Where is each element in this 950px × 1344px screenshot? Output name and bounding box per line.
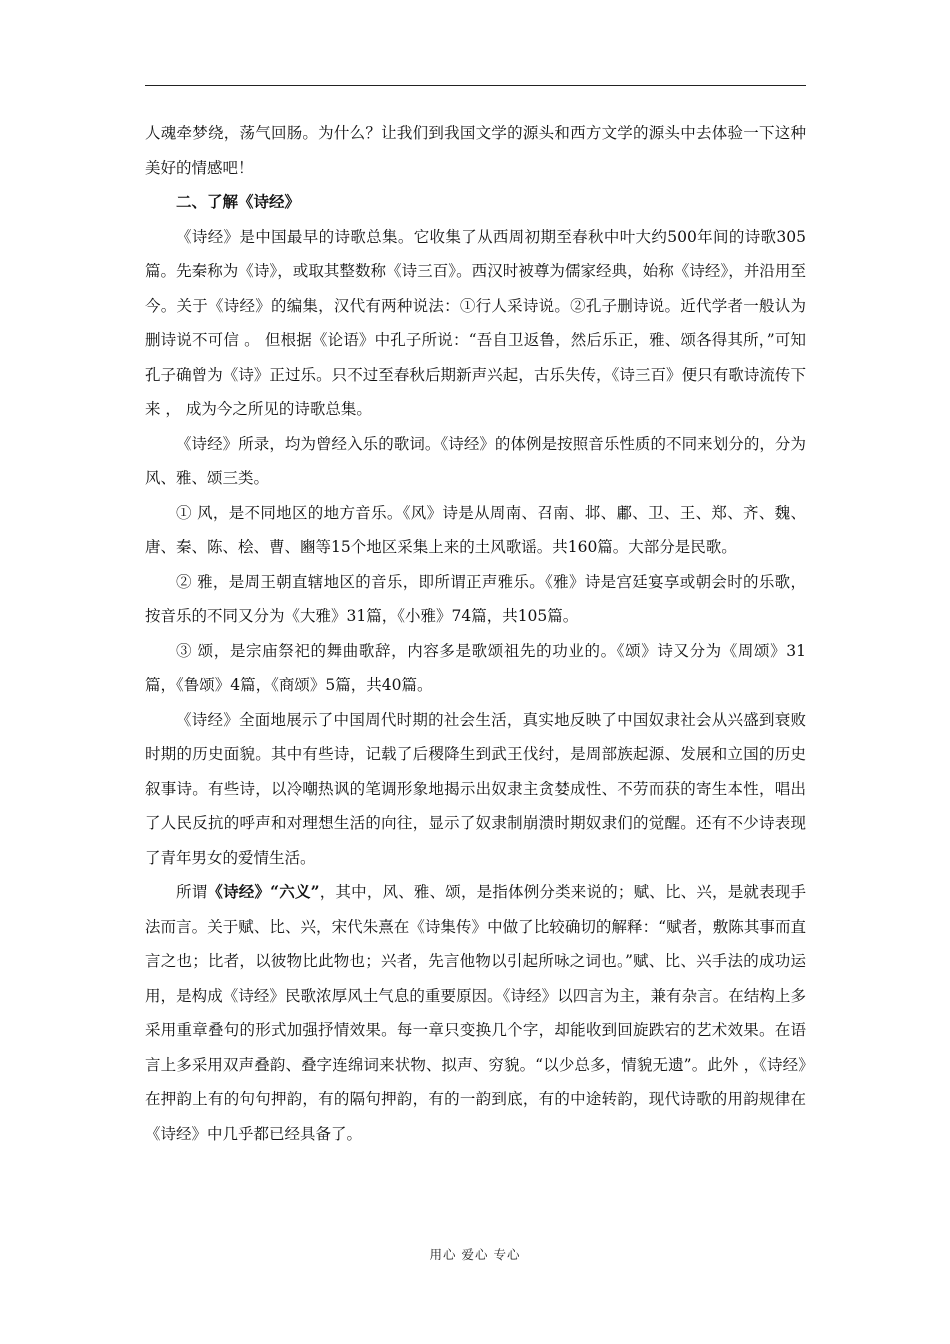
paragraph-content: 《诗经》全面地展示了中国周代时期的社会生活，真实地反映了中国奴隶社会从兴盛到衰败时期的历史面貌。其中有些诗，记载了后稷降生到武王伐纣，是周部族起源、发展和立国的历史叙事诗。有些诗，以冷嘲热讽的笔调形象地揭示出奴隶主贪婪成性、不劳而获的寄生本性，唱出了人民反抗的呼声和对理想生活的向往，显示了奴隶制崩溃时期奴隶们的觉醒。还有不少诗表现了青年男女的爱情生活。 [145,710,806,867]
section-heading: 二、了解《诗经》 [176,192,301,211]
paragraph-intro: 《诗经》是中国最早的诗歌总集。它收集了从西周初期至春秋中叶大约500年间的诗歌305篇。先秦称为《诗》，或取其整数称《诗三百》。西汉时被尊为儒家经典，始称《诗经》，并沿用至今。关于《诗经》的编集，汉代有两种说法：①行人采诗说。②孔子删诗说。近代学者一般认为删诗说不可信 。 但根据《论语》中孔子所说：“吾自卫返鲁，然后乐正，雅、颂各得其所，”可知孔子确曾为《诗》正过乐。只不过至春秋后期新声兴起，古乐失传，《诗三百》便只有歌诗流传下来 ， 成为今之所见的诗歌总集。 [145,227,806,418]
page-footer: 用心 爱心 专心 [429,1247,521,1262]
six-principles-text: ，其中，风、雅、颂，是指体例分类来说的；赋、比、兴，是就表现手法而言。关于赋、比、兴，宋代朱熹在《诗集传》中做了比较确切的解释：“赋者，敷陈其事而直言之也；比者，以彼物比此物也；兴者，先言他物以引起所咏之词也。”赋、比、兴手法的成功运用，是构成《诗经》民歌浓厚风土气息的重要原因。《诗经》以四言为主，兼有杂言。在结构上多采用重章叠句的形式加强抒情效果。每一章只变换几个字，却能收到回旋跌宕的艺术效果。在语言上多采用双声叠韵、叠字连绵词来状物、拟声、穷貌。“以少总多，情貌无遗”。此外 ，《诗经》在押韵上有的句句押韵，有的隔句押韵，有的一韵到底，有的中途转韵，现代诗歌的用韵规律在《诗经》中几乎都已经具备了。 [145,883,806,1143]
paragraph-classification: 《诗经》所录，均为曾经入乐的歌词。《诗经》的体例是按照音乐性质的不同来划分的，分为风、雅、颂三类。 [145,434,806,487]
document-body [145,116,806,1151]
header-rule [145,85,806,86]
six-principles-lead: 所谓 [176,883,208,901]
six-principles-term: 《诗经》“六义” [207,882,320,901]
paragraph-six-principles [145,875,806,1151]
paragraph-ya: ② 雅，是周王朝直辖地区的音乐，即所谓正声雅乐。《雅》诗是宫廷宴享或朝会时的乐歌，按音乐的不同又分为《大雅》31篇，《小雅》74篇，共105篇。 [145,572,806,625]
paragraph-song: ③ 颂，是宗庙祭祀的舞曲歌辞，内容多是歌颂祖先的功业的。《颂》诗又分为《周颂》31篇，《鲁颂》4篇，《商颂》5篇，共40篇。 [145,641,806,694]
paragraph-continued: 人魂牵梦绕，荡气回肠。为什么？让我们到我国文学的源头和西方文学的源头中去体验一下这种美好的情感吧！ [145,124,806,177]
paragraph-feng: ① 风，是不同地区的地方音乐。《风》诗是从周南、召南、邶、鄘、卫、王、郑、齐、魏、唐、秦、陈、桧、曹、豳等15个地区采集上来的土风歌谣。共160篇。大部分是民歌。 [145,503,806,556]
